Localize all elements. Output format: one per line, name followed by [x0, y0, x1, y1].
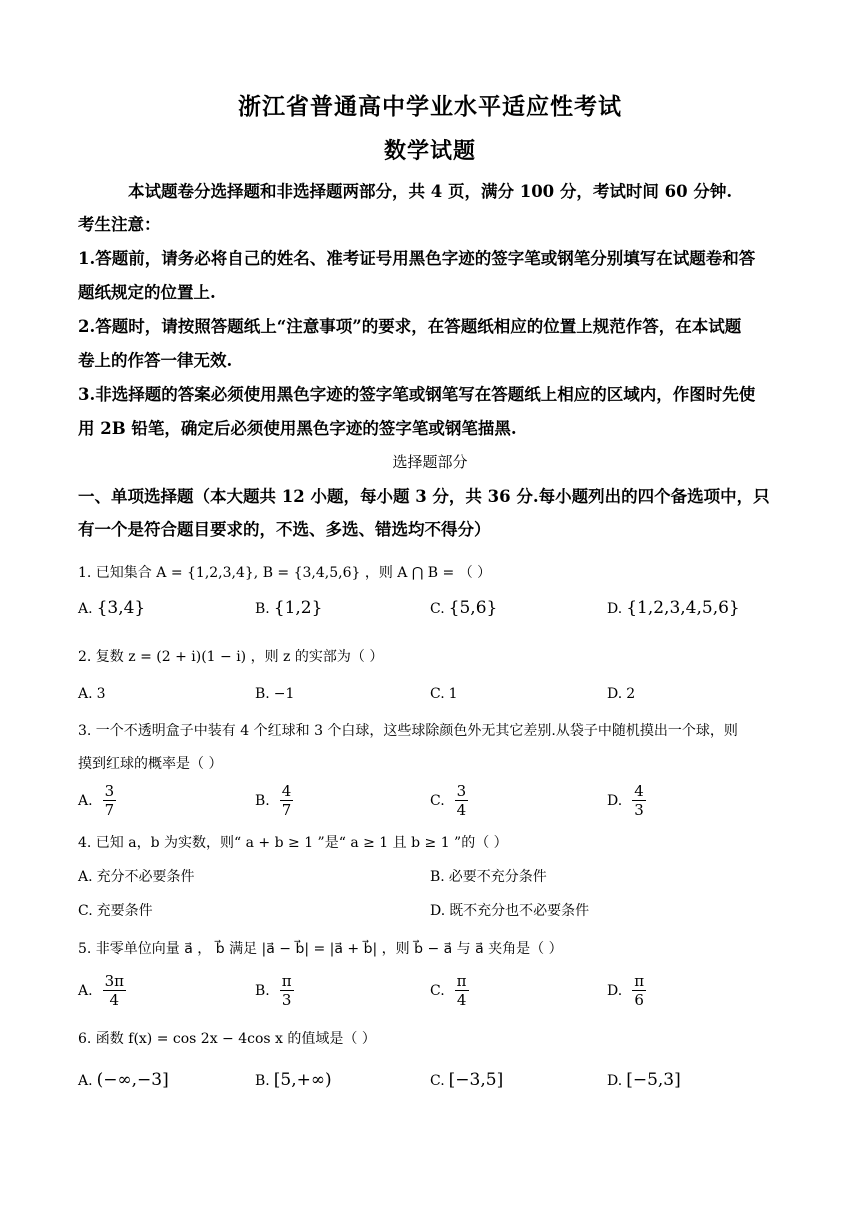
q4-option-d: D. 既不充分也不必要条件: [430, 903, 590, 919]
fraction-numerator: π: [281, 972, 292, 990]
notice-line-1: 1.答题前，请务必将自己的姓名、准考证号用黑色字迹的签字笔或钢笔分别填写在试题卷和答: [78, 249, 756, 268]
exam-title: 浙江省普通高中学业水平适应性考试: [238, 93, 622, 120]
exam-subtitle: 数学试题: [383, 138, 476, 164]
q5-option-b-fraction: [280, 972, 294, 1009]
q1-option-a-value: {3,4}: [96, 598, 146, 618]
q4-option-b: B. 必要不充分条件: [430, 869, 547, 885]
q6-option-c-value: [−3,5]: [448, 1070, 504, 1090]
fraction-numerator: 3: [104, 782, 115, 800]
q6-option-a: A. (−∞,−3]: [78, 1070, 169, 1090]
fraction-denominator: 6: [634, 991, 644, 1009]
q4-option-c: C. 充要条件: [78, 903, 153, 919]
notice-line-6: 用 2B 铅笔，确定后必须使用黑色字迹的签字笔或钢笔描黑.: [78, 419, 517, 438]
q4-option-a-value: 充分不必要条件: [96, 869, 195, 885]
fraction-denominator: 7: [104, 801, 115, 819]
question-4-stem: 4. 已知 a，b 为实数，则“ a + b ≥ 1 ”是“ a ≥ 1 且 b ≥ 1 ”的（ ）: [78, 835, 508, 851]
fraction-denominator: 3: [281, 991, 292, 1009]
part-heading-line-2: 有一个是符合题目要求的，不选、多选、错选均不得分）: [78, 520, 491, 539]
fraction-numerator: 4: [634, 782, 644, 800]
fraction-numerator: 3: [456, 782, 467, 800]
q3-option-b-fraction: [280, 782, 294, 819]
fraction-numerator: 3π: [104, 972, 124, 990]
q2-option-b-value: −1: [273, 686, 295, 702]
question-2-stem: 2. 复数 z = (2 + i)(1 − i) ，则 z 的实部为（ ）: [78, 649, 384, 665]
question-1-stem: 1. 已知集合 A = {1,2,3,4}, B = {3,4,5,6} ，则 A ⋂ B = （ ）: [78, 565, 492, 581]
fraction-numerator: π: [456, 972, 467, 990]
q5-option-d: D. $\frac{\pi}{6}$: [607, 972, 645, 1009]
fraction-numerator: 4: [281, 782, 292, 800]
q2-option-a: A. 3: [78, 686, 106, 702]
q2-option-c-value: 1: [448, 686, 458, 702]
q1-option-c: C. {5,6}: [430, 598, 498, 618]
q3-option-c: C. $\frac{3}{4}$: [430, 782, 467, 819]
q1-option-c-value: {5,6}: [448, 598, 498, 618]
q1-option-b-value: {1,2}: [273, 598, 323, 618]
fraction-denominator: 4: [109, 991, 120, 1009]
q3-option-d-fraction: [632, 782, 646, 819]
q5-option-b: B. $\frac{\pi}{3}$: [255, 972, 292, 1009]
q2-option-d: D. 2: [607, 686, 636, 702]
q1-option-a: A. {3,4}: [78, 598, 146, 618]
section-title: 选择题部分: [392, 453, 468, 471]
q2-option-b: B. −1: [255, 686, 295, 702]
q3-option-b: B. $\frac{4}{7}$: [255, 782, 292, 819]
q6-option-b: B. [5,+∞): [255, 1070, 332, 1090]
question-5-stem: 5. 非零单位向量 a⃗ ， b⃗ 满足 |a⃗ − b⃗| = |a⃗ + b⃗| ，则 b⃗ − a⃗ 与 a⃗ 夹角是（ ）: [78, 941, 563, 957]
part-heading-line-1: 一、单项选择题（本大题共 12 小题，每小题 3 分，共 36 分.每小题列出的四个备选项中，只: [78, 487, 770, 506]
fraction-numerator: π: [634, 972, 645, 990]
q5-option-c: C. $\frac{\pi}{4}$: [430, 972, 467, 1009]
q3-option-d: D. $\frac{4}{3}$: [607, 782, 644, 819]
q1-option-d-value: {1,2,3,4,5,6}: [626, 598, 740, 618]
notice-heading: 考生注意：: [78, 215, 161, 234]
fraction-denominator: 3: [634, 801, 644, 819]
q4-option-b-value: 必要不充分条件: [448, 869, 547, 885]
q3-option-a-fraction: [103, 782, 117, 819]
q6-option-b-value: [5,+∞): [273, 1070, 332, 1090]
fraction-denominator: 4: [456, 991, 467, 1009]
q6-option-a-value: (−∞,−3]: [96, 1070, 169, 1090]
q2-option-c: C. 1: [430, 686, 458, 702]
q3-option-c-fraction: [455, 782, 469, 819]
q4-option-d-value: 既不充分也不必要条件: [449, 903, 590, 919]
q4-option-c-value: 充要条件: [96, 903, 153, 919]
q2-option-d-value: 2: [626, 686, 636, 702]
exam-intro: 本试题卷分选择题和非选择题两部分，共 4 页，满分 100 分，考试时间 60 分钟.: [128, 182, 733, 201]
fraction-denominator: 7: [281, 801, 292, 819]
q2-option-a-value: 3: [96, 686, 106, 702]
notice-line-2: 题纸规定的位置上.: [78, 283, 216, 302]
q1-option-b: B. {1,2}: [255, 598, 323, 618]
q6-option-d: D. [−5,3]: [607, 1070, 681, 1090]
question-6-stem: 6. 函数 f(x) = cos 2x − 4cos x 的值域是（ ）: [78, 1031, 376, 1047]
q6-option-c: C. [−3,5]: [430, 1070, 504, 1090]
q5-option-d-fraction: [632, 972, 646, 1009]
q3-option-a: A. $\frac{3}{7}$: [78, 782, 115, 819]
q5-option-a: A. $\frac{3\pi}{4}$: [78, 972, 124, 1009]
notice-line-4: 卷上的作答一律无效.: [78, 351, 233, 370]
question-3-stem-line-1: 3. 一个不透明盒子中装有 4 个红球和 3 个白球，这些球除颜色外无其它差别.从袋子中随机摸出一个球，则: [78, 723, 738, 739]
notice-line-3: 2.答题时，请按照答题纸上“注意事项”的要求，在答题纸相应的位置上规范作答，在本试题: [78, 317, 742, 336]
q4-option-a: A. 充分不必要条件: [78, 869, 195, 885]
notice-line-5: 3.非选择题的答案必须使用黑色字迹的签字笔或钢笔写在答题纸上相应的区域内，作图时先使: [78, 385, 756, 404]
q5-option-c-fraction: [455, 972, 469, 1009]
q6-option-d-value: [−5,3]: [626, 1070, 681, 1090]
q5-option-a-fraction: [103, 972, 126, 1009]
fraction-denominator: 4: [456, 801, 467, 819]
question-3-stem-line-2: 摸到红球的概率是（ ）: [78, 756, 223, 772]
q1-option-d: D. {1,2,3,4,5,6}: [607, 598, 740, 618]
